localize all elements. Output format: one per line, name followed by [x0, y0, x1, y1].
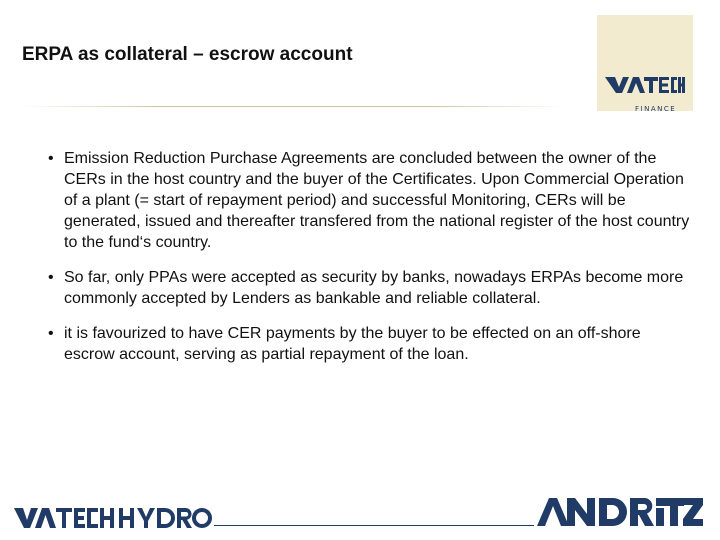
bullet-item: [44, 267, 694, 309]
vatech-logo-mark: [605, 73, 685, 95]
footer-divider: [214, 525, 534, 526]
slide-title: ERPA as collateral – escrow account: [22, 44, 353, 65]
vatech-hydro-logo: [14, 506, 212, 530]
bullet-item: [44, 148, 694, 253]
bullet-marker: •: [48, 269, 54, 286]
bullet-text: it is favourized to have CER payments by the buyer to be effected on an off-shore escrow account, serving as partial repayment of the loan.: [64, 325, 641, 363]
bullet-marker: •: [48, 150, 54, 167]
andritz-logo: [537, 496, 703, 528]
vatech-finance-logo: [597, 15, 693, 111]
title-divider: [20, 106, 568, 107]
bullet-list: [44, 148, 694, 379]
bullet-text: So far, only PPAs were accepted as security by banks, nowadays ERPAs become more commonly accepted by Lenders as bankable and reliable collateral.: [64, 269, 684, 307]
bullet-item: [44, 323, 694, 365]
bullet-marker: •: [48, 325, 54, 342]
finance-label: FINANCE: [635, 105, 677, 113]
bullet-text: Emission Reduction Purchase Agreements are concluded between the owner of the CERs in the host country and the buyer of the Certificates. Upon Commercial Operation of a plant (= start of repayment period) and successful Monitoring, CERs will be generated, issued and thereafter transfered from the national register of the host country to the fund‘s country.: [64, 150, 690, 251]
